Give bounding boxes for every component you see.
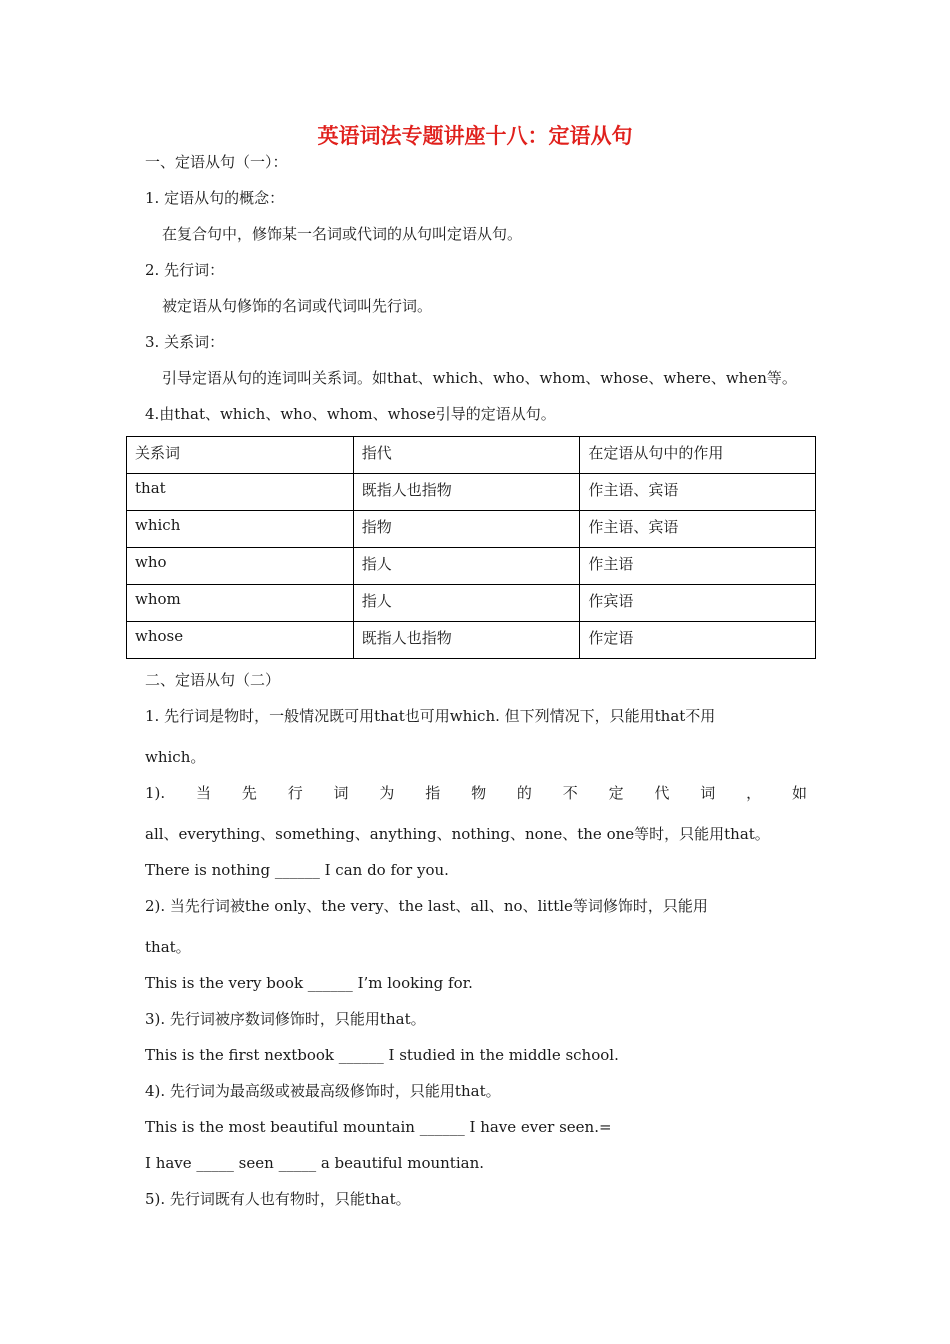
rule1-justified-line bbox=[145, 783, 807, 803]
rule5: 5). 先行词既有人也有物时，只能that。 bbox=[145, 1190, 411, 1208]
table-header-cell: 指代 bbox=[353, 437, 580, 474]
spread-char: 当 bbox=[196, 784, 212, 802]
table-cell: 指物 bbox=[353, 511, 580, 548]
relative-pronoun-table bbox=[126, 436, 816, 659]
item1-label: 1. 定语从句的概念： bbox=[145, 189, 285, 207]
table-cell: 既指人也指物 bbox=[353, 474, 580, 511]
table-cell: 作主语、宾语 bbox=[580, 474, 816, 511]
table-row bbox=[127, 585, 816, 622]
table-cell: whose bbox=[127, 622, 354, 659]
rule1-continuation: all、everything、something、anything、nothing、none、the one等时，只能用that。 bbox=[145, 825, 770, 843]
spread-char: 词 bbox=[700, 784, 716, 802]
rule2-line1: 2). 当先行词被the only、the very、the last、all、no、little等词修饰时，只能用 bbox=[145, 897, 708, 915]
rule1-example: There is nothing ______ I can do for you. bbox=[145, 861, 449, 879]
table-row bbox=[127, 548, 816, 585]
item1-text: 在复合句中，修饰某一名词或代词的从句叫定语从句。 bbox=[162, 225, 523, 243]
table-cell: 作宾语 bbox=[580, 585, 816, 622]
rule2-example: This is the very book ______ I’m looking for. bbox=[145, 974, 473, 992]
spread-char: 如 bbox=[791, 784, 807, 802]
section2-item1-line1: 1. 先行词是物时，一般情况既可用that也可用which. 但下列情况下，只能用that不用 bbox=[145, 707, 716, 725]
rule3-example: This is the first nextbook ______ I studied in the middle school. bbox=[145, 1046, 619, 1064]
spread-char: 代 bbox=[654, 784, 670, 802]
spread-char: 为 bbox=[379, 784, 395, 802]
table-row bbox=[127, 511, 816, 548]
table-header-row bbox=[127, 437, 816, 474]
rule4-example2: I have _____ seen _____ a beautiful mountian. bbox=[145, 1154, 485, 1172]
table-cell: which bbox=[127, 511, 354, 548]
item3-text: 引导定语从句的连词叫关系词。如that、which、who、whom、whose、where、when等。 bbox=[162, 369, 797, 387]
document-title: 英语词法专题讲座十八：定语从句 bbox=[317, 124, 633, 148]
spread-char: 1). bbox=[145, 784, 166, 802]
item4-label: 4.由that、which、who、whom、whose引导的定语从句。 bbox=[145, 405, 556, 423]
section1-heading: 一、定语从句（一）： bbox=[145, 153, 288, 171]
table-header-cell: 关系词 bbox=[127, 437, 354, 474]
item3-label: 3. 关系词： bbox=[145, 333, 225, 351]
spread-char: ， bbox=[746, 784, 762, 802]
table-row bbox=[127, 622, 816, 659]
table-cell: 作定语 bbox=[580, 622, 816, 659]
table-cell: that bbox=[127, 474, 354, 511]
section2-item1-line2: which。 bbox=[145, 748, 206, 766]
spread-char: 词 bbox=[333, 784, 349, 802]
item2-text: 被定语从句修饰的名词或代词叫先行词。 bbox=[162, 297, 433, 315]
table-header-cell: 在定语从句中的作用 bbox=[580, 437, 816, 474]
table-cell: whom bbox=[127, 585, 354, 622]
section2-heading: 二、定语从句（二） bbox=[145, 671, 281, 689]
table-cell: 既指人也指物 bbox=[353, 622, 580, 659]
spread-char: 先 bbox=[241, 784, 257, 802]
spread-char: 指 bbox=[425, 784, 441, 802]
spread-char: 行 bbox=[287, 784, 303, 802]
spread-char: 的 bbox=[516, 784, 532, 802]
rule4-example: This is the most beautiful mountain ______ I have ever seen.= bbox=[145, 1118, 612, 1136]
item2-label: 2. 先行词： bbox=[145, 261, 225, 279]
spread-char: 定 bbox=[608, 784, 624, 802]
table-cell: 作主语、宾语 bbox=[580, 511, 816, 548]
rule4: 4). 先行词为最高级或被最高级修饰时，只能用that。 bbox=[145, 1082, 501, 1100]
table-cell: 指人 bbox=[353, 548, 580, 585]
table-cell: 指人 bbox=[353, 585, 580, 622]
table-cell: who bbox=[127, 548, 354, 585]
spread-char: 不 bbox=[562, 784, 578, 802]
table-row bbox=[127, 474, 816, 511]
rule3: 3). 先行词被序数词修饰时，只能用that。 bbox=[145, 1010, 426, 1028]
rule2-line2: that。 bbox=[145, 938, 191, 956]
spread-char: 物 bbox=[471, 784, 487, 802]
table-cell: 作主语 bbox=[580, 548, 816, 585]
